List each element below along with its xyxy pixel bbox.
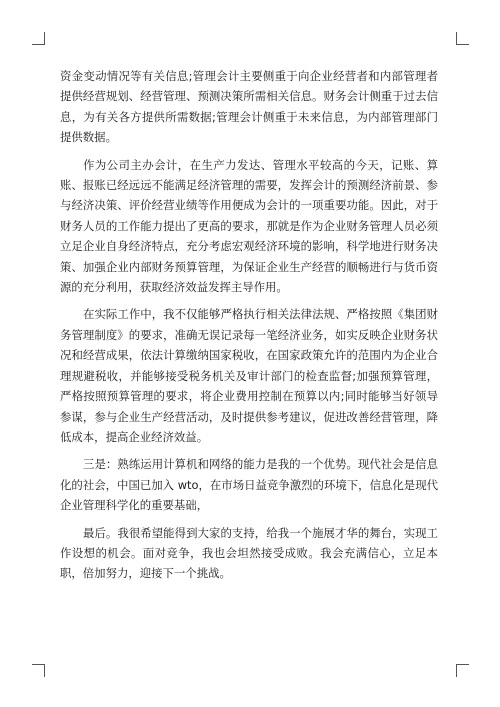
paragraph-financial-vs-management-accounting: 资金变动情况等有关信息;管理会计主要侧重于向企业经营者和内部管理者提供经营规划、经营管理、预测决策所需相关信息。财务会计侧重于过去信息，为有关各方提供所需数据;管理会计侧重于未来信息，为内部管理部门提供数据。 [60,69,438,145]
crop-mark-top-left [32,32,45,45]
crop-mark-top-right [456,32,469,45]
paragraph-role-of-chief-accountant: 作为公司主办会计，在生产力发达、管理水平较高的今天，记账、算账、报账已经远远不能满足经济管理的需要，发挥会计的预测经济前景、参与经济决策、评价经营业绩等作用便成为会计的一项重要功能。因此，对于财务人员的工作能力提出了更高的要求，那就是作为企业财务管理人员必须立足企业自身经济特点，充分考虑宏观经济环境的影响，科学地进行财务决策、加强企业内部财务预算管理，为保证企业生产经营的顺畅进行与货币资源的充分利用，获取经济效益发挥主导作用。 [60,157,438,295]
paragraph-closing: 最后。我很希望能得到大家的支持，给我一个施展才华的舞台，实现工作设想的机会。面对竞争，我也会坦然接受成败。我会充满信心，立足本职，倍加努力，迎接下一个挑战。 [60,525,438,581]
document-body [60,66,438,591]
crop-mark-bottom-right [456,664,469,677]
paragraph-computer-skills: 三是：熟练运用计算机和网络的能力是我的一个优势。现代社会是信息化的社会，中国已加入 wto，在市场日益竞争激烈的环境下，信息化是现代企业管理科学化的重要基础， [60,457,438,513]
paragraph-practical-work: 在实际工作中，我不仅能够严格执行相关法律法规、严格按照《集团财务管理制度》的要求，准确无误记录每一笔经济业务，如实反映企业财务状况和经营成果，依法计算缴纳国家税收，在国家政策允许的范围内为企业合理规避税收，并能够接受税务机关及审计部门的检查监督;加强预算管理，严格按照预算管理的要求，将企业费用控制在预算以内;同时能够当好领导参谋，参与企业生产经营活动，及时提供参考建议，促进改善经营管理，降低成本，提高企业经济效益。 [60,307,438,444]
crop-mark-bottom-left [32,664,45,677]
